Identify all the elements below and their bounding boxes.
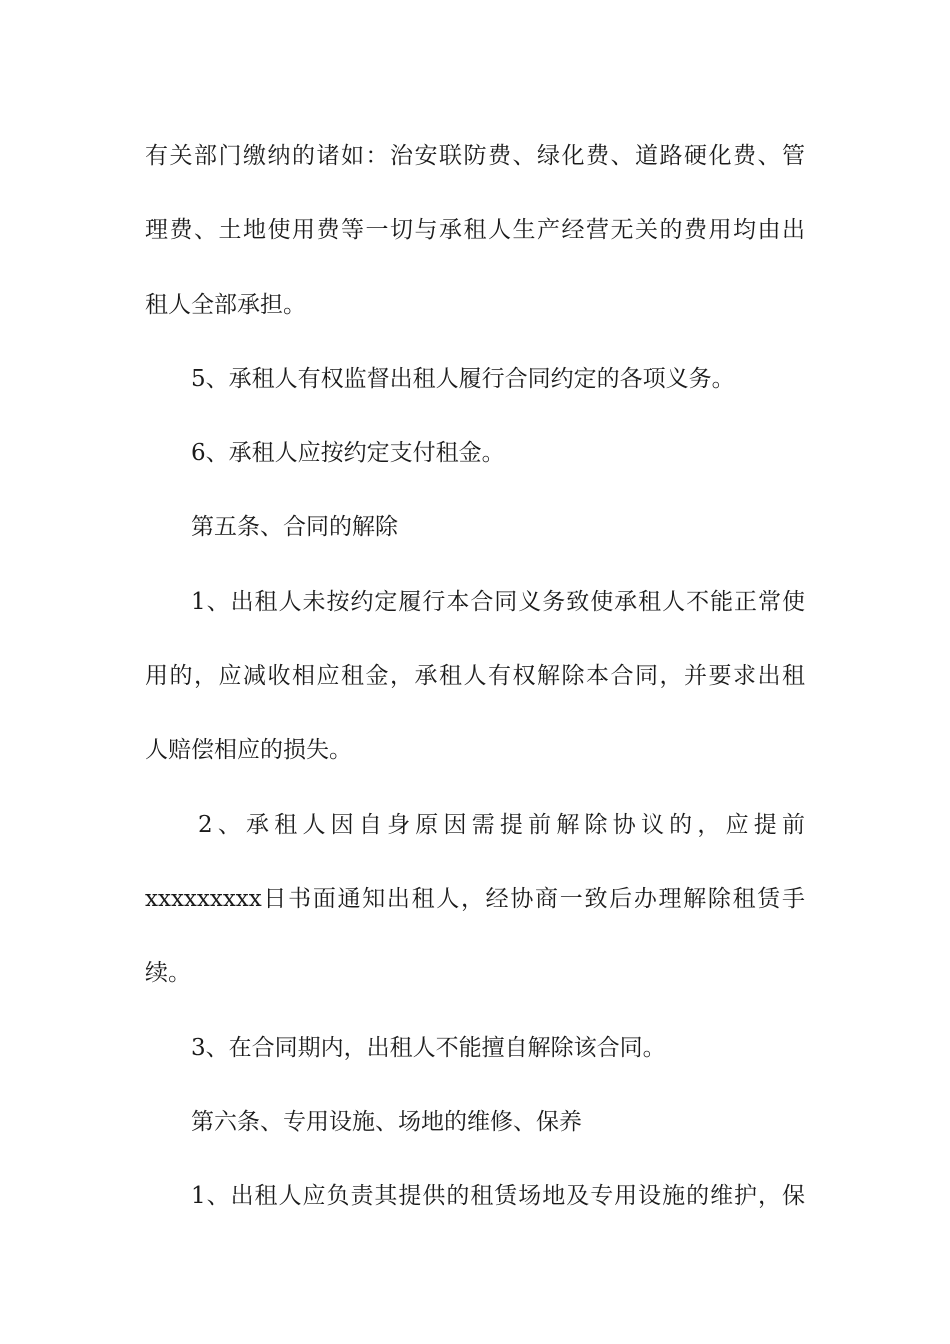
text-line: 用的，应减收相应租金，承租人有权解除本合同，并要求出租: [145, 663, 805, 690]
section-heading: 第六条、专用设施、场地的维修、保养: [191, 1108, 582, 1135]
section-heading: 第五条、合同的解除: [191, 514, 398, 541]
text-line: 2、承租人因自身原因需提前解除协议的，应提前: [198, 811, 805, 838]
text-line: 续。: [145, 960, 191, 987]
text-line: 租人全部承担。: [145, 291, 306, 318]
text-line: xxxxxxxxx日书面通知出租人，经协商一致后办理解除租赁手: [145, 885, 805, 912]
text-line: 理费、土地使用费等一切与承租人生产经营无关的费用均由出: [145, 217, 805, 244]
text-line: 3、在合同期内，出租人不能擅自解除该合同。: [191, 1034, 666, 1061]
text-line: 6、承租人应按约定支付租金。: [191, 440, 505, 467]
contract-text: [145, 133, 805, 1247]
text-line: 有关部门缴纳的诸如：治安联防费、绿化费、道路硬化费、管: [145, 143, 805, 169]
text-line: 1、出租人未按约定履行本合同义务致使承租人不能正常使: [191, 588, 805, 615]
text-line: 人赔偿相应的损失。: [145, 737, 352, 764]
text-line: 1、出租人应负责其提供的租赁场地及专用设施的维护，保: [191, 1183, 805, 1210]
text-line: 5、承租人有权监督出租人履行合同约定的各项义务。: [191, 365, 735, 392]
